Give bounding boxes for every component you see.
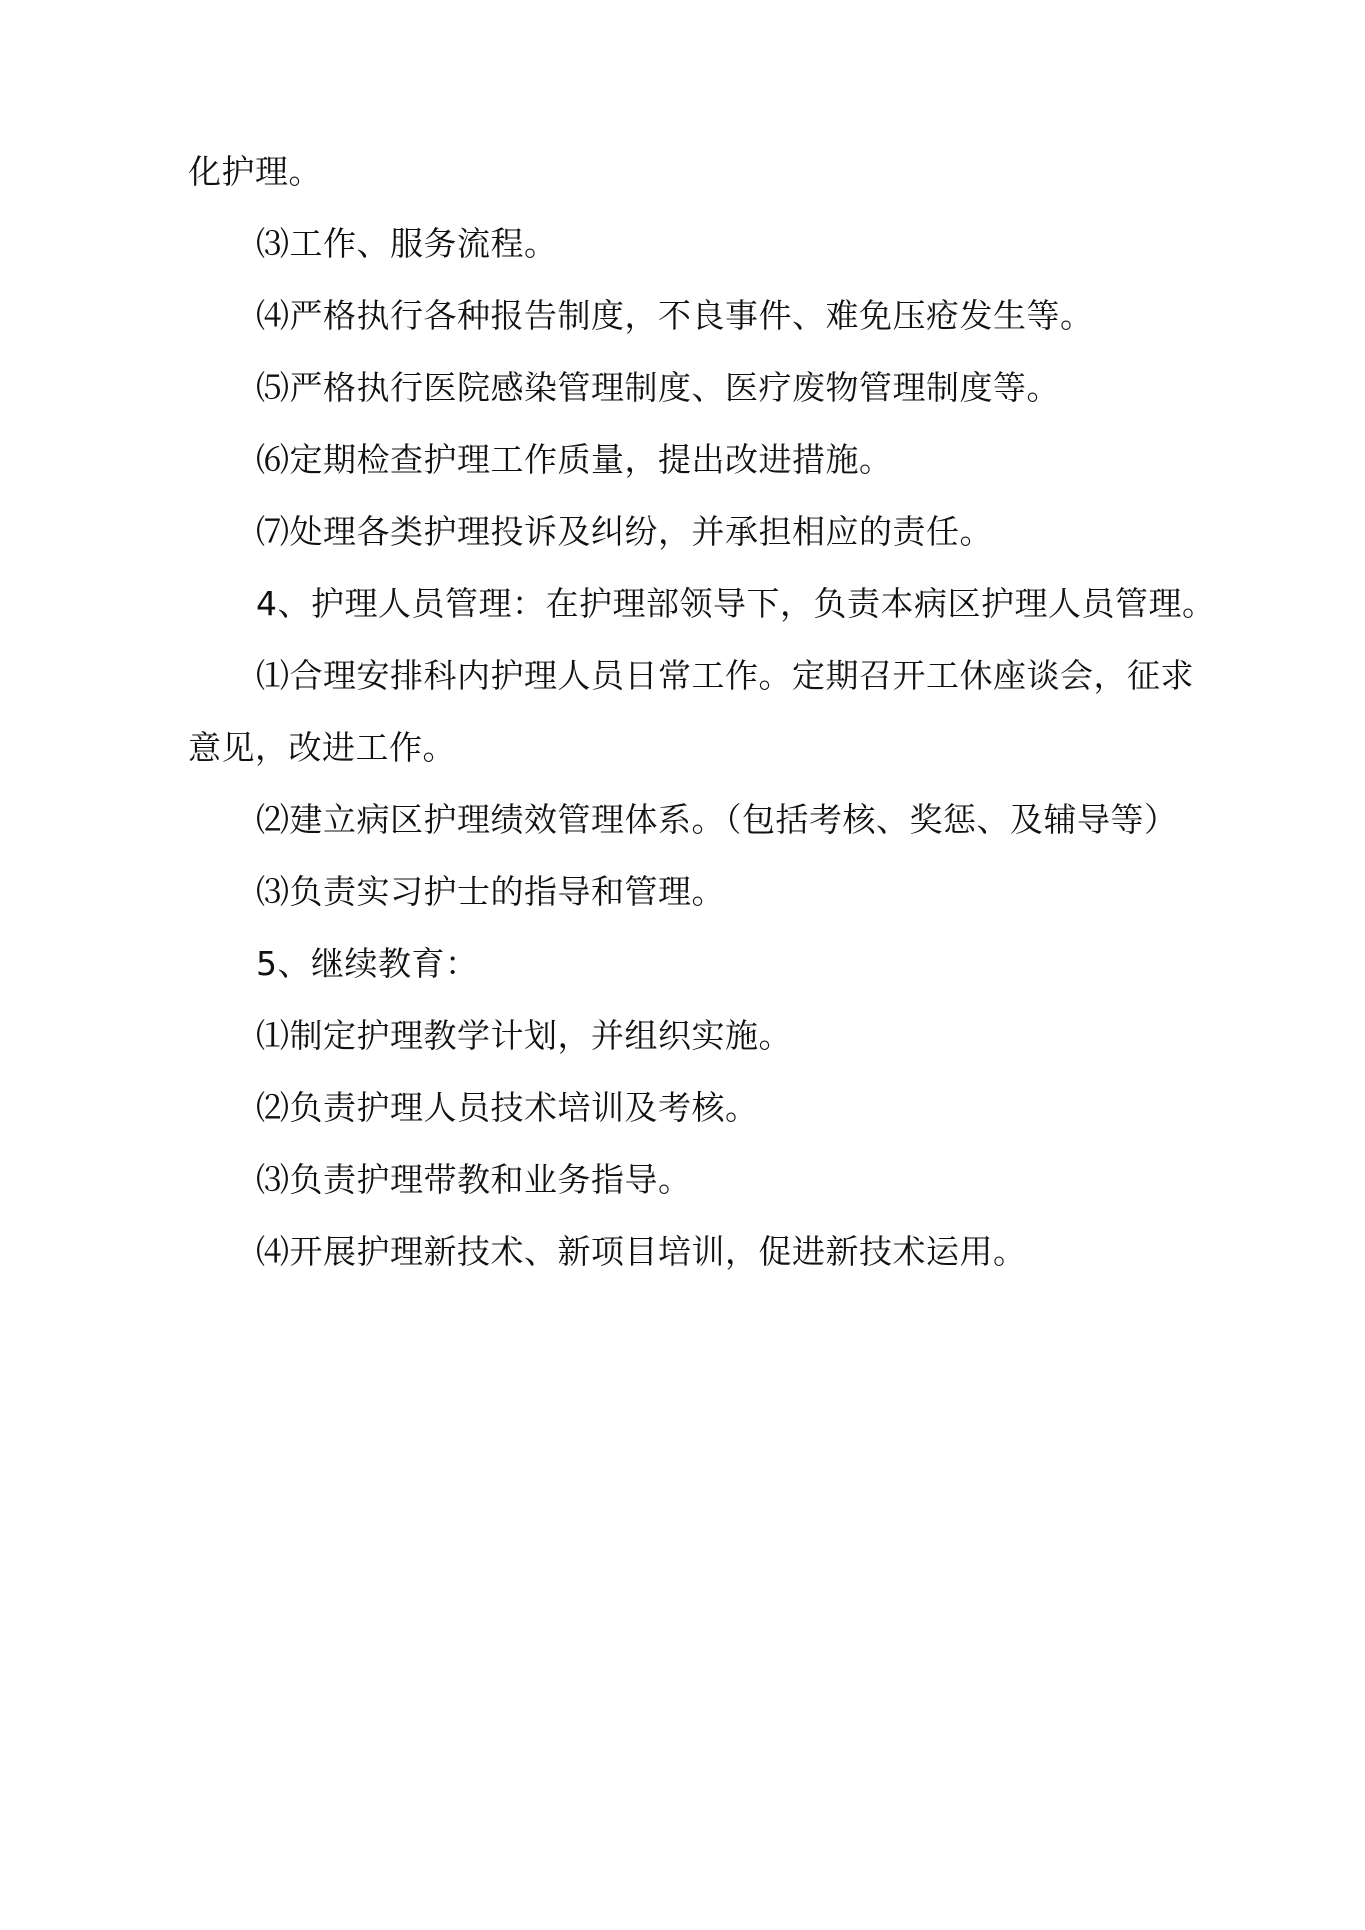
list-item-4-reporting: ⑷严格执行各种报告制度，不良事件、难免压疮发生等。: [256, 296, 1094, 335]
list-item-3-interns: ⑶负责实习护士的指导和管理。: [256, 872, 725, 911]
section-heading-staff-management: 4、护理人员管理：在护理部领导下，负责本病区护理人员管理。: [256, 584, 1216, 623]
list-item-7-complaints: ⑺处理各类护理投诉及纠纷，并承担相应的责任。: [256, 512, 993, 551]
list-item-4-new-technology: ⑷开展护理新技术、新项目培训，促进新技术运用。: [256, 1232, 1027, 1271]
list-item-1-teaching-plan: ⑴制定护理教学计划，并组织实施。: [256, 1016, 792, 1055]
list-item-6-quality-check: ⑹定期检查护理工作质量，提出改进措施。: [256, 440, 893, 479]
paragraph-line-continuation: 意见，改进工作。: [188, 728, 456, 767]
list-item-2-training: ⑵负责护理人员技术培训及考核。: [256, 1088, 759, 1127]
document-body: [188, 136, 1216, 1288]
paragraph-line: 化护理。: [188, 152, 322, 191]
list-item-2-performance: ⑵建立病区护理绩效管理体系。（包括考核、奖惩、及辅导等）: [256, 800, 1178, 839]
list-item-5-infection-control: ⑸严格执行医院感染管理制度、医疗废物管理制度等。: [256, 368, 1060, 407]
list-item-3-mentoring: ⑶负责护理带教和业务指导。: [256, 1160, 692, 1199]
list-item-1-scheduling: ⑴合理安排科内护理人员日常工作。定期召开工休座谈会，征求: [256, 656, 1194, 695]
section-heading-continuing-education: 5、继续教育：: [256, 944, 479, 983]
list-item-3-workflow: ⑶工作、服务流程。: [256, 224, 558, 263]
